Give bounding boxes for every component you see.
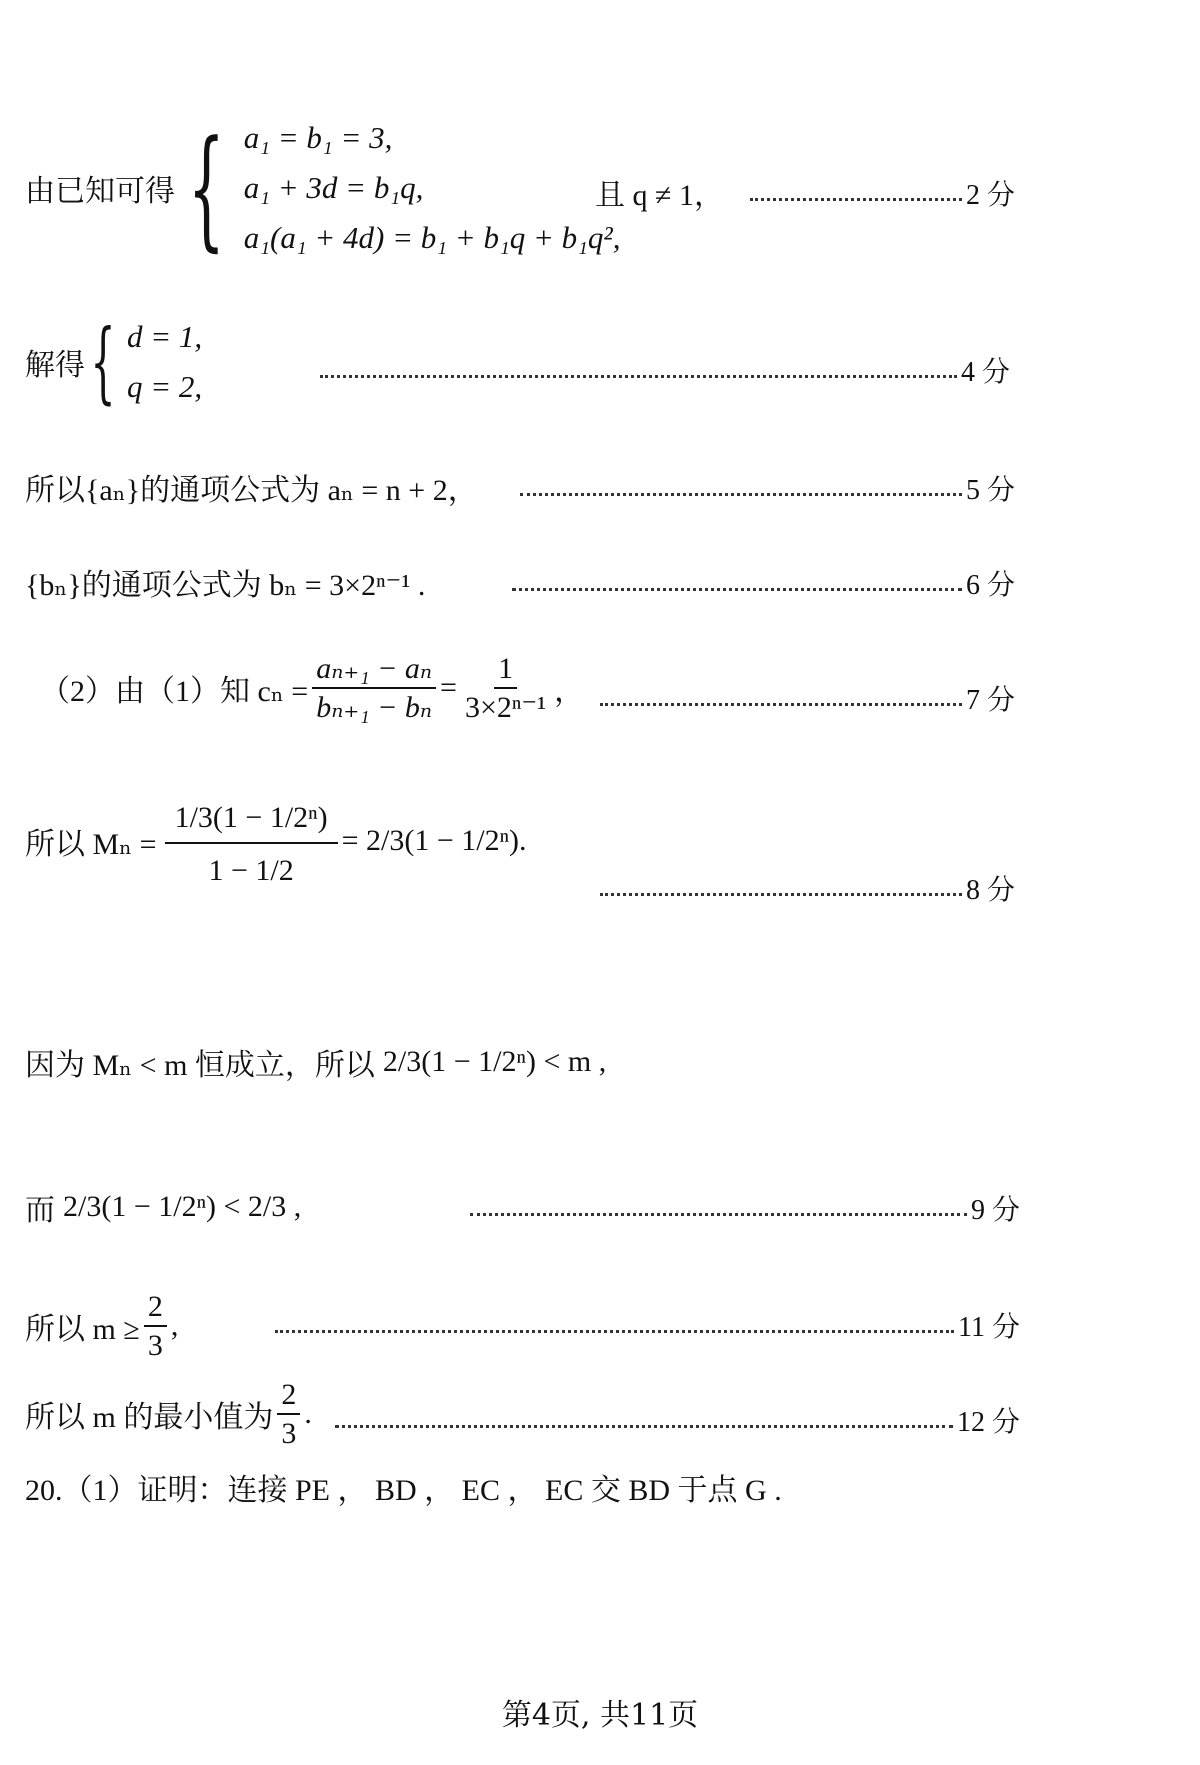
solution-q: q = 2, [127, 369, 203, 404]
two-thirds-fraction: $\frac{2}{3}$ [277, 1378, 300, 1450]
score-label: 7 分 [965, 685, 1015, 716]
left-brace-icon: { [187, 112, 225, 264]
dot-leader [335, 1425, 953, 1428]
score-row-9 [470, 1188, 1020, 1228]
inequality-line: 因为 Mₙ < m 恒成立，所以 2/3(1 − 1/2ⁿ) < m , [25, 1045, 607, 1082]
mn-rhs: = 2/3(1 − 1/2ⁿ). [341, 824, 527, 857]
dot-leader [275, 1330, 954, 1333]
score-label: 8 分 [965, 875, 1015, 906]
score-label: 4 分 [960, 357, 1010, 388]
score-row-6 [512, 563, 1015, 603]
score-label: 9 分 [970, 1195, 1020, 1226]
score-row-11 [275, 1305, 1020, 1345]
score-row-2 [750, 173, 1015, 213]
score-row-5 [520, 468, 1015, 508]
score-row-8 [600, 868, 1015, 908]
solution-system [127, 319, 202, 405]
solution-d: d = 1, [127, 319, 203, 354]
equation-system [244, 120, 621, 256]
equation-3: a₁(a₁ + 4d) = b₁ + b₁q + b₁q², [243, 220, 621, 255]
score-row-12 [335, 1400, 1020, 1440]
cn-fraction-2: $\frac{1}{\text{3×2ⁿ⁻¹}}$ [464, 652, 547, 724]
dot-leader [750, 198, 962, 201]
m-bound-line: 所以 m ≥ $\frac{2}{3}$ , [25, 1290, 179, 1362]
score-label: 12 分 [956, 1407, 1020, 1438]
mn-fraction: $\frac{\text{1/3(1 − 1/2ⁿ)}}{1 - 1/2}$ [165, 795, 338, 887]
condition-q: 且 q ≠ 1， [595, 179, 724, 212]
dot-leader [600, 703, 962, 706]
dot-leader [512, 588, 962, 591]
score-label: 11 分 [958, 1312, 1020, 1343]
cn-line: （2）由（1）知 cₙ = $\frac{\text{aₙ₊₁ − aₙ}}{\text{bₙ₊₁ − bₙ}}$ = $\frac{1}{\text{3×2ⁿ⁻¹}}$ ， [40, 652, 585, 724]
solution-line [25, 310, 203, 413]
two-thirds-fraction: $\frac{2}{3}$ [144, 1290, 167, 1362]
dot-leader [470, 1213, 967, 1216]
score-label: 6 分 [965, 570, 1015, 601]
score-row-7 [600, 678, 1015, 718]
bn-formula-line: {bₙ}的通项公式为 bₙ = 3×2ⁿ⁻¹ . [25, 569, 426, 602]
score-label: 2 分 [965, 180, 1015, 211]
m-min-line: 所以 m 的最小值为 $\frac{2}{3}$ . [25, 1378, 312, 1450]
solve-prefix: 解得 [25, 349, 85, 382]
dot-leader [600, 893, 962, 896]
dot-leader [320, 375, 957, 378]
equation-1: a₁ = b₁ = 3, [243, 120, 393, 155]
score-row-4 [320, 350, 1010, 390]
given-system-line [25, 112, 621, 264]
given-prefix: 由已知可得 [25, 175, 175, 208]
an-formula-line: 所以{aₙ}的通项公式为 aₙ = n + 2， [25, 474, 478, 507]
equation-2: a₁ + 3d = b₁q, [243, 170, 424, 205]
dot-leader [520, 493, 962, 496]
problem-20-line: 20.（1）证明：连接 PE ， BD ， EC ， EC 交 BD 于点 G . [25, 1474, 782, 1507]
left-brace-icon: { [90, 310, 116, 413]
score-label: 5 分 [965, 475, 1015, 506]
bound-line: 而 2/3(1 − 1/2ⁿ) < 2/3 , [25, 1190, 302, 1227]
cn-fraction-1: $\frac{\text{aₙ₊₁ − aₙ}}{\text{bₙ₊₁ − bₙ}}$ [312, 652, 436, 724]
page-footer: 第4页, 共11页 [501, 1698, 699, 1733]
mn-line: 所以 Mₙ = $\frac{\text{1/3(1 − 1/2ⁿ)}}{1 - 1/2}$ = 2/3(1 − 1/2ⁿ). [25, 795, 527, 887]
